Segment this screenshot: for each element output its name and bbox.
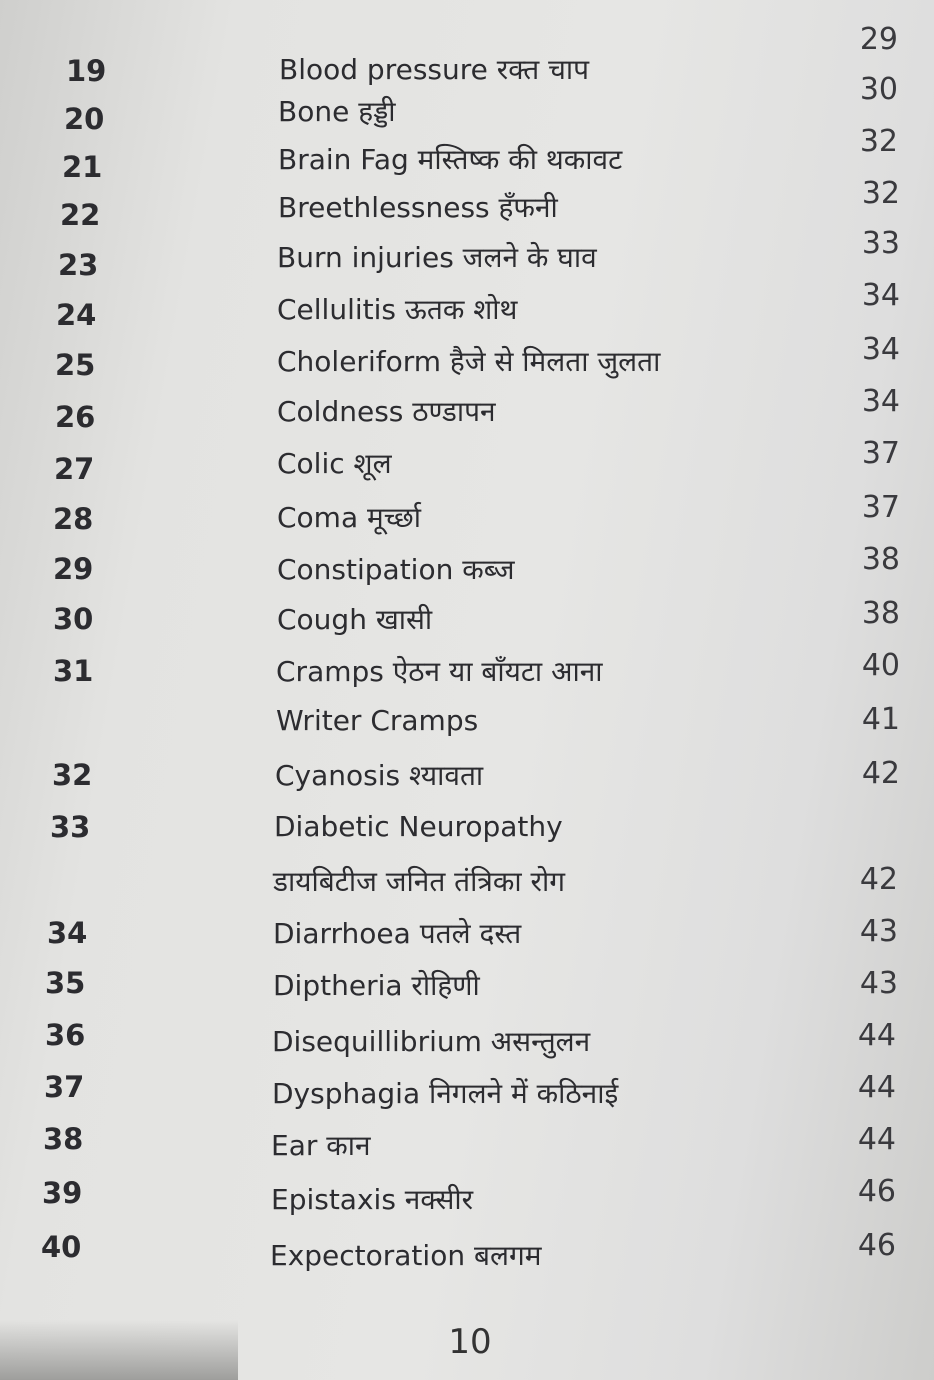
index-row bbox=[0, 124, 934, 184]
entry-page: 38 bbox=[861, 542, 900, 577]
entry-number: 33 bbox=[50, 810, 91, 844]
entry-title: Breethlessness हँफनी bbox=[278, 191, 558, 224]
entry-title: Dysphagia निगलने में कठिनाई bbox=[272, 1077, 619, 1110]
entry-title: Constipation कब्ज bbox=[277, 553, 515, 586]
entry-page: 29 bbox=[859, 22, 898, 57]
index-row bbox=[0, 1122, 934, 1174]
entry-number: 36 bbox=[45, 1018, 86, 1052]
entry-number: 28 bbox=[53, 502, 94, 536]
entry-title: Blood pressure रक्त चाप bbox=[279, 53, 590, 86]
entry-number: 31 bbox=[53, 654, 94, 688]
index-row bbox=[0, 542, 934, 594]
entry-title: Cellulitis ऊतक शोथ bbox=[277, 293, 518, 326]
entry-page: 34 bbox=[861, 384, 900, 419]
entry-number: 37 bbox=[44, 1070, 85, 1104]
entry-page: 44 bbox=[857, 1018, 896, 1053]
entry-page: 40 bbox=[861, 648, 900, 683]
index-row bbox=[0, 22, 934, 88]
entry-number: 35 bbox=[45, 966, 86, 1000]
index-row bbox=[0, 226, 934, 282]
index-row bbox=[0, 278, 934, 330]
entry-title: Diarrhoea पतले दस्त bbox=[273, 917, 522, 950]
entry-page: 37 bbox=[861, 436, 900, 471]
entry-title: Cramps ऐठन या बाँयटा आना bbox=[276, 655, 603, 688]
entry-number: 21 bbox=[62, 150, 103, 184]
entry-page: 46 bbox=[857, 1228, 896, 1263]
index-row bbox=[0, 1018, 934, 1070]
entry-page: 44 bbox=[857, 1070, 896, 1105]
index-row bbox=[0, 648, 934, 700]
index-row bbox=[0, 756, 934, 808]
entry-number: 26 bbox=[55, 400, 96, 434]
entry-number: 29 bbox=[53, 552, 94, 586]
entry-title: Choleriform हैजे से मिलता जुलता bbox=[277, 345, 661, 378]
entry-page: 32 bbox=[859, 124, 898, 159]
entry-number: 19 bbox=[66, 54, 107, 88]
entry-page: 38 bbox=[861, 596, 900, 631]
index-row bbox=[0, 176, 934, 232]
page-number: 10 bbox=[448, 1322, 492, 1362]
entry-title: Coma मूर्च्छा bbox=[277, 501, 421, 534]
index-row bbox=[0, 1228, 934, 1280]
entry-number: 27 bbox=[54, 452, 95, 486]
index-row bbox=[0, 384, 934, 436]
index-row bbox=[0, 810, 934, 862]
entry-number: 38 bbox=[43, 1122, 84, 1156]
entry-number: 39 bbox=[42, 1176, 83, 1210]
entry-page: 42 bbox=[859, 862, 898, 897]
entry-title: Colic शूल bbox=[277, 447, 392, 480]
entry-title: Brain Fag मस्तिष्क की थकावट bbox=[278, 143, 623, 176]
index-row bbox=[0, 966, 934, 1018]
entry-page: 32 bbox=[861, 176, 900, 211]
index-row bbox=[0, 490, 934, 542]
entry-page: 43 bbox=[859, 914, 898, 949]
entry-page: 44 bbox=[857, 1122, 896, 1157]
index-row bbox=[0, 702, 934, 754]
page-shadow bbox=[0, 1320, 238, 1380]
entry-number: 40 bbox=[41, 1230, 82, 1264]
index-row bbox=[0, 72, 934, 136]
entry-title: Writer Cramps bbox=[276, 704, 479, 737]
index-row bbox=[0, 914, 934, 966]
entry-page: 34 bbox=[861, 332, 900, 367]
entry-title: Diptheria रोहिणी bbox=[273, 969, 480, 1002]
entry-title: Expectoration बलगम bbox=[270, 1239, 542, 1272]
index-row bbox=[0, 1174, 934, 1226]
entry-title: डायबिटीज जनित तंत्रिका रोग bbox=[273, 865, 565, 898]
entry-number: 22 bbox=[60, 198, 101, 232]
entry-title: Bone हड्डी bbox=[278, 95, 396, 128]
entry-title: Ear कान bbox=[271, 1129, 371, 1162]
entry-title: Cyanosis श्यावता bbox=[275, 759, 484, 792]
entry-number: 20 bbox=[64, 102, 105, 136]
entry-title: Epistaxis नक्सीर bbox=[271, 1183, 474, 1216]
entry-page: 41 bbox=[861, 702, 900, 737]
entry-page: 46 bbox=[857, 1174, 896, 1209]
entry-page: 42 bbox=[861, 756, 900, 791]
entry-title: Cough खासी bbox=[277, 603, 433, 636]
entry-title: Coldness ठण्डापन bbox=[277, 395, 496, 428]
entry-page: 33 bbox=[861, 226, 900, 261]
entry-number: 32 bbox=[52, 758, 93, 792]
index-row bbox=[0, 596, 934, 648]
entry-page: 37 bbox=[861, 490, 900, 525]
entry-title: Diabetic Neuropathy bbox=[274, 810, 563, 843]
entry-title: Burn injuries जलने के घाव bbox=[277, 241, 597, 274]
index-row bbox=[0, 862, 934, 914]
entry-page: 30 bbox=[859, 72, 898, 107]
entry-page: 43 bbox=[859, 966, 898, 1001]
index-row bbox=[0, 332, 934, 384]
index-row bbox=[0, 1070, 934, 1122]
entry-number: 30 bbox=[53, 602, 94, 636]
entry-page: 34 bbox=[861, 278, 900, 313]
entry-number: 23 bbox=[58, 248, 99, 282]
entry-number: 34 bbox=[47, 916, 88, 950]
entry-number: 24 bbox=[56, 298, 97, 332]
entry-number: 25 bbox=[55, 348, 96, 382]
index-row bbox=[0, 436, 934, 488]
entry-title: Disequillibrium असन्तुलन bbox=[272, 1025, 591, 1058]
